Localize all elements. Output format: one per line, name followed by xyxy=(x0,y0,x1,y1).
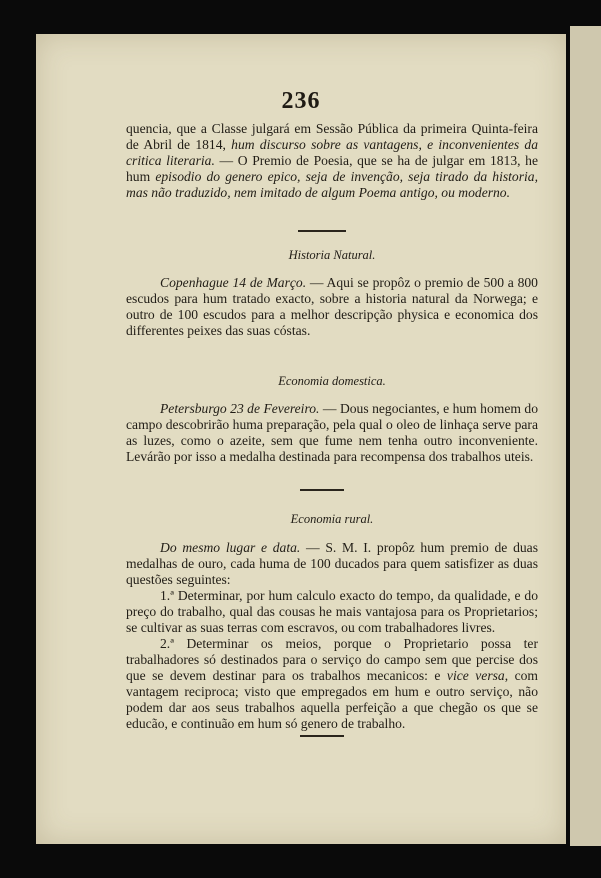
dateline: Copenhague 14 de Março. xyxy=(160,275,307,290)
question-2-text-b: , com vantagem reciproca; visto que empregados em hum e outro serviço, não podem dar aos seus trabalhos aquella perfeição a que chegão os que se educão, e continuão em hum só genero de trabalho. xyxy=(126,668,538,731)
section-paragraph-historia-natural xyxy=(126,275,538,339)
section-heading-economia-domestica: Economia domestica. xyxy=(278,374,386,388)
question-2-italic: vice versa xyxy=(446,668,505,683)
section-heading-historia-natural: Historia Natural. xyxy=(288,248,376,262)
section-heading-economia-rural: Economia rural. xyxy=(290,512,374,526)
continuation-paragraph xyxy=(126,121,538,201)
continuation-text-2: — O Premio de Poesia, que se ha de julgar em 1813, he hum xyxy=(126,153,539,184)
section-divider xyxy=(300,489,344,491)
section-paragraph-economia-rural xyxy=(126,540,538,732)
section-divider xyxy=(300,735,344,737)
question-2-text-a: 2.ª Determinar os meios, porque o Proprietario possa ter trabalhadores só destinados para o serviço do campo sem que percise dos que se devem destinar para os trabalhos mecanicos: e xyxy=(126,636,538,683)
dateline: Do mesmo lugar e data. xyxy=(160,540,301,555)
continuation-italic-2: episodio do genero epico, seja de invenção, seja tirado da historia, mas não traduzido, nem imitado de algum Poema antigo, ou moderno. xyxy=(126,169,538,200)
continuation-italic-1: hum discurso sobre as vantagens, e inconvenientes da critica literaria. xyxy=(126,137,538,168)
section-body: — S. M. I. propôz hum premio de duas medalhas de ouro, cada huma de 100 ducados para quem satisfizer as duas questões seguintes: xyxy=(126,540,538,587)
section-body: — Aqui se propôz o premio de 500 a 800 escudos para hum tratado exacto, sobre a historia natural da Norwega; e outro de 100 escudos para a melhor descripção physica e economica dos differentes peixes das suas cóstas. xyxy=(126,275,538,338)
section-paragraph-economia-domestica xyxy=(126,401,538,465)
page-number: 236 xyxy=(281,88,321,114)
continuation-text-1: quencia, que a Classe julgará em Sessão Pública da primeira Quinta-feira de Abril de 1814, xyxy=(126,121,538,152)
section-body: — Dous negociantes, e hum homem do campo descobrirão huma preparação, pela qual o oleo de linhaça serve para as luzes, como o azeite, sem que fume nem tenha outro inconveniente. Levárão por isso a medalha destinada para recompensa dos trabalhos uteis. xyxy=(126,401,538,464)
question-1: 1.ª Determinar, por hum calculo exacto do tempo, da qualidade, e do preço do trabalho, qual das cousas he mais vantajosa para os Proprietarios; se cultivar as suas terras com escravos, ou com trabalhadores livres. xyxy=(126,588,538,635)
dateline: Petersburgo 23 de Fevereiro. xyxy=(160,401,320,416)
question-2 xyxy=(126,636,538,732)
section-divider xyxy=(298,230,346,232)
adjacent-page-edge xyxy=(570,26,601,846)
